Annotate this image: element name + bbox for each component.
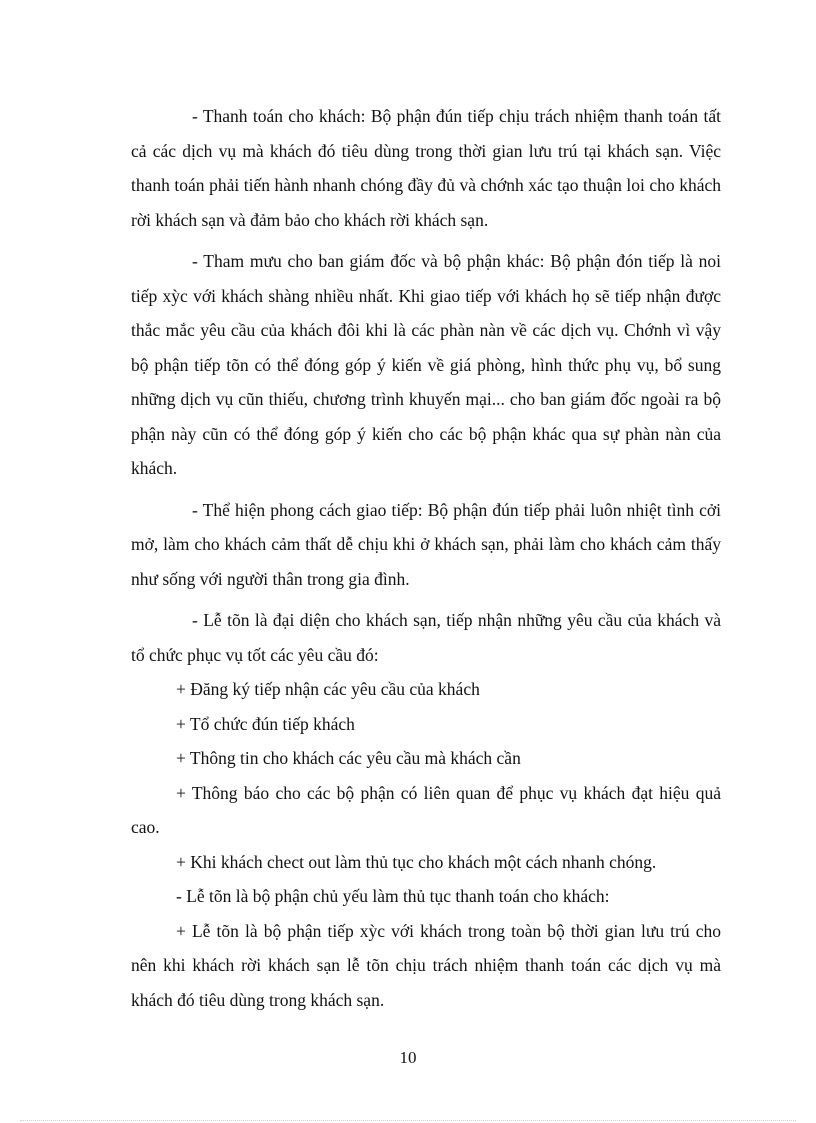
paragraph-payment: - Thanh toán cho khách: Bộ phận đún tiếp chịu trách nhiệm thanh toán tất cả các dịch vụ mà khách đó tiêu dùng trong thời gian lưu trú tại khách sạn. Việc thanh toán phải tiến hành nhanh chóng đầy đủ và chớnh xác tạo thuận loi cho khách rời khách sạn và đảm bảo cho khách rời khách sạn. [131,106,721,230]
list-item: + Thông báo cho các bộ phận có liên quan để phục vụ khách đạt hiệu quả cao. [131,782,721,837]
paragraph-advisory: - Tham mưu cho ban giám đốc và bộ phận khác: Bộ phận đón tiếp là noi tiếp xỳc với khách shàng nhiều nhất. Khi giao tiếp với khách họ sẽ tiếp nhận được thắc mắc yêu cầu của khách đôi khi là các phàn nàn về các dịch vụ. Chớnh vì vậy bộ phận tiếp tõn có thể đóng góp ý kiến về giá phòng, hình thức phụ vụ, bổ sung những dịch vụ cũn thiếu, chương trình khuyến mại... cho ban giám đốc ngoài ra bộ phận này cũn có thể đóng góp ý kiến cho các bộ phận khác qua sự phàn nàn của khách. [131,251,721,478]
list-item: + Đăng ký tiếp nhận các yêu cầu của khách [176,679,480,699]
body-text [131,99,721,1017]
page-number: 10 [399,1048,417,1067]
footer-divider [20,1120,796,1121]
list-item: + Lễ tõn là bộ phận tiếp xỳc với khách trong toàn bộ thời gian lưu trú cho nên khi khách rời khách sạn lễ tõn chịu trách nhiệm thanh toán các dịch vụ mà khách đó tiêu dùng trong khách sạn. [131,920,721,1010]
list-item: + Thông tin cho khách các yêu cầu mà khách cần [176,748,521,768]
list-item: + Tổ chức đún tiếp khách [176,713,355,734]
paragraph-communication-style: - Thể hiện phong cách giao tiếp: Bộ phận đún tiếp phải luôn nhiệt tình cởi mở, làm cho khách cảm thất dễ chịu khi ở khách sạn, phải làm cho khách cảm thấy như sống với người thân trong gia đình. [131,499,721,589]
list-item: + Khi khách chect out làm thủ tục cho khách một cách nhanh chóng. [176,851,657,872]
paragraph-reception-role: - Lễ tõn là đại diện cho khách sạn, tiếp nhận những yêu cầu của khách và tổ chức phục vụ tốt các yêu cầu đó: [131,610,721,665]
paragraph-checkout-heading: - Lễ tõn là bộ phận chủ yếu làm thủ tục thanh toán cho khách: [176,886,610,906]
